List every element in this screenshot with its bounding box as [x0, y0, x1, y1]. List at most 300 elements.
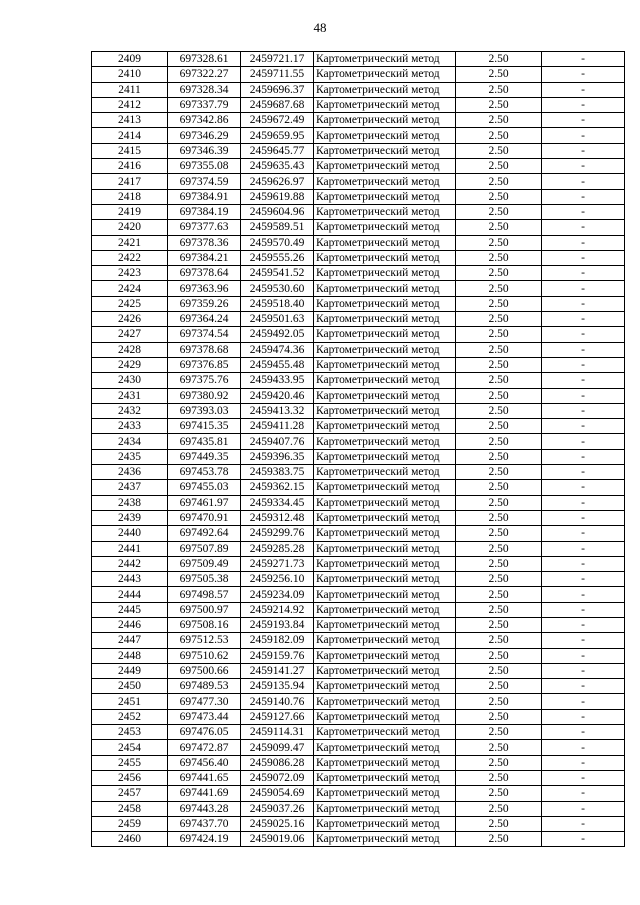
x-coordinate-cell: 697337.79 — [168, 97, 241, 112]
point-number-cell: 2455 — [92, 755, 168, 770]
y-coordinate-cell: 2459518.40 — [241, 296, 314, 311]
method-cell: Картометрический метод — [314, 312, 456, 327]
table-row — [92, 449, 625, 464]
method-cell: Картометрический метод — [314, 296, 456, 311]
point-number-cell: 2453 — [92, 725, 168, 740]
point-number-cell: 2410 — [92, 67, 168, 82]
accuracy-cell: 2.50 — [456, 388, 542, 403]
table-row — [92, 541, 625, 556]
x-coordinate-cell: 697415.35 — [168, 419, 241, 434]
method-cell: Картометрический метод — [314, 725, 456, 740]
method-cell: Картометрический метод — [314, 419, 456, 434]
method-cell: Картометрический метод — [314, 449, 456, 464]
accuracy-cell: 2.50 — [456, 679, 542, 694]
description-cell: - — [542, 709, 625, 724]
description-cell: - — [542, 832, 625, 847]
accuracy-cell: 2.50 — [456, 113, 542, 128]
table-row — [92, 633, 625, 648]
point-number-cell: 2449 — [92, 663, 168, 678]
y-coordinate-cell: 2459433.95 — [241, 373, 314, 388]
x-coordinate-cell: 697500.97 — [168, 602, 241, 617]
point-number-cell: 2439 — [92, 510, 168, 525]
accuracy-cell: 2.50 — [456, 204, 542, 219]
method-cell: Картометрический метод — [314, 159, 456, 174]
y-coordinate-cell: 2459555.26 — [241, 250, 314, 265]
x-coordinate-cell: 697322.27 — [168, 67, 241, 82]
x-coordinate-cell: 697435.81 — [168, 434, 241, 449]
method-cell: Картометрический метод — [314, 694, 456, 709]
y-coordinate-cell: 2459299.76 — [241, 526, 314, 541]
coordinates-table — [91, 51, 625, 847]
description-cell: - — [542, 449, 625, 464]
accuracy-cell: 2.50 — [456, 801, 542, 816]
description-cell: - — [542, 388, 625, 403]
accuracy-cell: 2.50 — [456, 663, 542, 678]
x-coordinate-cell: 697375.76 — [168, 373, 241, 388]
table-row — [92, 832, 625, 847]
accuracy-cell: 2.50 — [456, 52, 542, 67]
point-number-cell: 2422 — [92, 250, 168, 265]
y-coordinate-cell: 2459334.45 — [241, 495, 314, 510]
table-row — [92, 189, 625, 204]
accuracy-cell: 2.50 — [456, 770, 542, 785]
y-coordinate-cell: 2459141.27 — [241, 663, 314, 678]
description-cell: - — [542, 266, 625, 281]
method-cell: Картометрический метод — [314, 663, 456, 678]
method-cell: Картометрический метод — [314, 770, 456, 785]
method-cell: Картометрический метод — [314, 281, 456, 296]
description-cell: - — [542, 342, 625, 357]
y-coordinate-cell: 2459019.06 — [241, 832, 314, 847]
description-cell: - — [542, 235, 625, 250]
description-cell: - — [542, 434, 625, 449]
accuracy-cell: 2.50 — [456, 495, 542, 510]
description-cell: - — [542, 143, 625, 158]
table-row — [92, 388, 625, 403]
point-number-cell: 2432 — [92, 403, 168, 418]
method-cell: Картометрический метод — [314, 816, 456, 831]
table-row — [92, 480, 625, 495]
method-cell: Картометрический метод — [314, 52, 456, 67]
method-cell: Картометрический метод — [314, 434, 456, 449]
accuracy-cell: 2.50 — [456, 510, 542, 525]
description-cell: - — [542, 480, 625, 495]
description-cell: - — [542, 541, 625, 556]
x-coordinate-cell: 697378.36 — [168, 235, 241, 250]
method-cell: Картометрический метод — [314, 633, 456, 648]
x-coordinate-cell: 697453.78 — [168, 465, 241, 480]
accuracy-cell: 2.50 — [456, 220, 542, 235]
x-coordinate-cell: 697364.24 — [168, 312, 241, 327]
x-coordinate-cell: 697470.91 — [168, 510, 241, 525]
y-coordinate-cell: 2459114.31 — [241, 725, 314, 740]
method-cell: Картометрический метод — [314, 388, 456, 403]
x-coordinate-cell: 697441.65 — [168, 770, 241, 785]
y-coordinate-cell: 2459474.36 — [241, 342, 314, 357]
y-coordinate-cell: 2459214.92 — [241, 602, 314, 617]
x-coordinate-cell: 697380.92 — [168, 388, 241, 403]
description-cell: - — [542, 663, 625, 678]
accuracy-cell: 2.50 — [456, 250, 542, 265]
x-coordinate-cell: 697346.29 — [168, 128, 241, 143]
table-row — [92, 281, 625, 296]
method-cell: Картометрический метод — [314, 679, 456, 694]
accuracy-cell: 2.50 — [456, 235, 542, 250]
point-number-cell: 2424 — [92, 281, 168, 296]
point-number-cell: 2436 — [92, 465, 168, 480]
table-row — [92, 235, 625, 250]
description-cell: - — [542, 801, 625, 816]
x-coordinate-cell: 697346.39 — [168, 143, 241, 158]
x-coordinate-cell: 697509.49 — [168, 556, 241, 571]
accuracy-cell: 2.50 — [456, 419, 542, 434]
table-row — [92, 143, 625, 158]
table-row — [92, 556, 625, 571]
accuracy-cell: 2.50 — [456, 327, 542, 342]
table-row — [92, 786, 625, 801]
accuracy-cell: 2.50 — [456, 572, 542, 587]
accuracy-cell: 2.50 — [456, 633, 542, 648]
y-coordinate-cell: 2459492.05 — [241, 327, 314, 342]
point-number-cell: 2419 — [92, 204, 168, 219]
table-row — [92, 679, 625, 694]
point-number-cell: 2458 — [92, 801, 168, 816]
method-cell: Картометрический метод — [314, 495, 456, 510]
method-cell: Картометрический метод — [314, 786, 456, 801]
description-cell: - — [542, 97, 625, 112]
method-cell: Картометрический метод — [314, 648, 456, 663]
point-number-cell: 2450 — [92, 679, 168, 694]
y-coordinate-cell: 2459072.09 — [241, 770, 314, 785]
x-coordinate-cell: 697384.21 — [168, 250, 241, 265]
description-cell: - — [542, 526, 625, 541]
accuracy-cell: 2.50 — [456, 357, 542, 372]
y-coordinate-cell: 2459054.69 — [241, 786, 314, 801]
method-cell: Картометрический метод — [314, 235, 456, 250]
accuracy-cell: 2.50 — [456, 128, 542, 143]
accuracy-cell: 2.50 — [456, 174, 542, 189]
description-cell: - — [542, 679, 625, 694]
accuracy-cell: 2.50 — [456, 189, 542, 204]
description-cell: - — [542, 633, 625, 648]
y-coordinate-cell: 2459234.09 — [241, 587, 314, 602]
method-cell: Картометрический метод — [314, 189, 456, 204]
point-number-cell: 2413 — [92, 113, 168, 128]
table-row — [92, 128, 625, 143]
accuracy-cell: 2.50 — [456, 403, 542, 418]
table-row — [92, 694, 625, 709]
point-number-cell: 2428 — [92, 342, 168, 357]
method-cell: Картометрический метод — [314, 357, 456, 372]
method-cell: Картометрический метод — [314, 832, 456, 847]
table-row — [92, 250, 625, 265]
method-cell: Картометрический метод — [314, 709, 456, 724]
description-cell: - — [542, 220, 625, 235]
y-coordinate-cell: 2459127.66 — [241, 709, 314, 724]
table-row — [92, 526, 625, 541]
x-coordinate-cell: 697489.53 — [168, 679, 241, 694]
description-cell: - — [542, 786, 625, 801]
point-number-cell: 2414 — [92, 128, 168, 143]
table-row — [92, 602, 625, 617]
x-coordinate-cell: 697355.08 — [168, 159, 241, 174]
point-number-cell: 2411 — [92, 82, 168, 97]
x-coordinate-cell: 697507.89 — [168, 541, 241, 556]
table-row — [92, 67, 625, 82]
method-cell: Картометрический метод — [314, 465, 456, 480]
x-coordinate-cell: 697512.53 — [168, 633, 241, 648]
point-number-cell: 2440 — [92, 526, 168, 541]
description-cell: - — [542, 113, 625, 128]
table-row — [92, 113, 625, 128]
x-coordinate-cell: 697510.62 — [168, 648, 241, 663]
description-cell: - — [542, 403, 625, 418]
method-cell: Картометрический метод — [314, 174, 456, 189]
method-cell: Картометрический метод — [314, 204, 456, 219]
description-cell: - — [542, 52, 625, 67]
accuracy-cell: 2.50 — [456, 755, 542, 770]
description-cell: - — [542, 572, 625, 587]
x-coordinate-cell: 697456.40 — [168, 755, 241, 770]
point-number-cell: 2415 — [92, 143, 168, 158]
table-row — [92, 725, 625, 740]
table-row — [92, 816, 625, 831]
point-number-cell: 2423 — [92, 266, 168, 281]
description-cell: - — [542, 602, 625, 617]
accuracy-cell: 2.50 — [456, 526, 542, 541]
y-coordinate-cell: 2459604.96 — [241, 204, 314, 219]
y-coordinate-cell: 2459721.17 — [241, 52, 314, 67]
method-cell: Картометрический метод — [314, 572, 456, 587]
description-cell: - — [542, 648, 625, 663]
table-row — [92, 82, 625, 97]
accuracy-cell: 2.50 — [456, 709, 542, 724]
table-row — [92, 801, 625, 816]
y-coordinate-cell: 2459570.49 — [241, 235, 314, 250]
y-coordinate-cell: 2459455.48 — [241, 357, 314, 372]
table-row — [92, 220, 625, 235]
accuracy-cell: 2.50 — [456, 587, 542, 602]
y-coordinate-cell: 2459182.09 — [241, 633, 314, 648]
table-row — [92, 357, 625, 372]
x-coordinate-cell: 697377.63 — [168, 220, 241, 235]
point-number-cell: 2409 — [92, 52, 168, 67]
description-cell: - — [542, 465, 625, 480]
accuracy-cell: 2.50 — [456, 694, 542, 709]
x-coordinate-cell: 697437.70 — [168, 816, 241, 831]
x-coordinate-cell: 697441.69 — [168, 786, 241, 801]
y-coordinate-cell: 2459285.28 — [241, 541, 314, 556]
accuracy-cell: 2.50 — [456, 465, 542, 480]
x-coordinate-cell: 697393.03 — [168, 403, 241, 418]
y-coordinate-cell: 2459411.28 — [241, 419, 314, 434]
table-row — [92, 495, 625, 510]
method-cell: Картометрический метод — [314, 373, 456, 388]
accuracy-cell: 2.50 — [456, 449, 542, 464]
table-row — [92, 296, 625, 311]
point-number-cell: 2418 — [92, 189, 168, 204]
method-cell: Картометрический метод — [314, 113, 456, 128]
method-cell: Картометрический метод — [314, 556, 456, 571]
x-coordinate-cell: 697378.64 — [168, 266, 241, 281]
description-cell: - — [542, 357, 625, 372]
point-number-cell: 2448 — [92, 648, 168, 663]
point-number-cell: 2435 — [92, 449, 168, 464]
y-coordinate-cell: 2459420.46 — [241, 388, 314, 403]
accuracy-cell: 2.50 — [456, 342, 542, 357]
point-number-cell: 2430 — [92, 373, 168, 388]
table-row — [92, 159, 625, 174]
accuracy-cell: 2.50 — [456, 266, 542, 281]
x-coordinate-cell: 697328.34 — [168, 82, 241, 97]
point-number-cell: 2420 — [92, 220, 168, 235]
y-coordinate-cell: 2459159.76 — [241, 648, 314, 663]
y-coordinate-cell: 2459635.43 — [241, 159, 314, 174]
accuracy-cell: 2.50 — [456, 281, 542, 296]
y-coordinate-cell: 2459413.32 — [241, 403, 314, 418]
table-row — [92, 648, 625, 663]
description-cell: - — [542, 327, 625, 342]
table-row — [92, 755, 625, 770]
method-cell: Картометрический метод — [314, 602, 456, 617]
table-row — [92, 617, 625, 632]
y-coordinate-cell: 2459619.88 — [241, 189, 314, 204]
x-coordinate-cell: 697498.57 — [168, 587, 241, 602]
point-number-cell: 2416 — [92, 159, 168, 174]
x-coordinate-cell: 697374.59 — [168, 174, 241, 189]
table-row — [92, 52, 625, 67]
point-number-cell: 2433 — [92, 419, 168, 434]
description-cell: - — [542, 204, 625, 219]
accuracy-cell: 2.50 — [456, 648, 542, 663]
accuracy-cell: 2.50 — [456, 556, 542, 571]
point-number-cell: 2434 — [92, 434, 168, 449]
description-cell: - — [542, 82, 625, 97]
x-coordinate-cell: 697359.26 — [168, 296, 241, 311]
description-cell: - — [542, 67, 625, 82]
x-coordinate-cell: 697461.97 — [168, 495, 241, 510]
y-coordinate-cell: 2459659.95 — [241, 128, 314, 143]
x-coordinate-cell: 697492.64 — [168, 526, 241, 541]
method-cell: Картометрический метод — [314, 82, 456, 97]
x-coordinate-cell: 697455.03 — [168, 480, 241, 495]
description-cell: - — [542, 755, 625, 770]
description-cell: - — [542, 250, 625, 265]
y-coordinate-cell: 2459687.68 — [241, 97, 314, 112]
y-coordinate-cell: 2459383.75 — [241, 465, 314, 480]
point-number-cell: 2438 — [92, 495, 168, 510]
method-cell: Картометрический метод — [314, 480, 456, 495]
table-row — [92, 403, 625, 418]
accuracy-cell: 2.50 — [456, 740, 542, 755]
point-number-cell: 2459 — [92, 816, 168, 831]
description-cell: - — [542, 128, 625, 143]
table-row — [92, 204, 625, 219]
y-coordinate-cell: 2459711.55 — [241, 67, 314, 82]
point-number-cell: 2447 — [92, 633, 168, 648]
table-row — [92, 740, 625, 755]
method-cell: Картометрический метод — [314, 403, 456, 418]
y-coordinate-cell: 2459645.77 — [241, 143, 314, 158]
y-coordinate-cell: 2459501.63 — [241, 312, 314, 327]
y-coordinate-cell: 2459312.48 — [241, 510, 314, 525]
method-cell: Картометрический метод — [314, 342, 456, 357]
method-cell: Картометрический метод — [314, 220, 456, 235]
accuracy-cell: 2.50 — [456, 786, 542, 801]
y-coordinate-cell: 2459271.73 — [241, 556, 314, 571]
description-cell: - — [542, 510, 625, 525]
x-coordinate-cell: 697328.61 — [168, 52, 241, 67]
method-cell: Картометрический метод — [314, 67, 456, 82]
x-coordinate-cell: 697473.44 — [168, 709, 241, 724]
point-number-cell: 2421 — [92, 235, 168, 250]
x-coordinate-cell: 697505.38 — [168, 572, 241, 587]
x-coordinate-cell: 697384.91 — [168, 189, 241, 204]
y-coordinate-cell: 2459256.10 — [241, 572, 314, 587]
point-number-cell: 2457 — [92, 786, 168, 801]
description-cell: - — [542, 373, 625, 388]
point-number-cell: 2454 — [92, 740, 168, 755]
description-cell: - — [542, 419, 625, 434]
accuracy-cell: 2.50 — [456, 143, 542, 158]
x-coordinate-cell: 697384.19 — [168, 204, 241, 219]
table-row — [92, 572, 625, 587]
point-number-cell: 2452 — [92, 709, 168, 724]
accuracy-cell: 2.50 — [456, 480, 542, 495]
description-cell: - — [542, 617, 625, 632]
y-coordinate-cell: 2459362.15 — [241, 480, 314, 495]
y-coordinate-cell: 2459541.52 — [241, 266, 314, 281]
table-row — [92, 174, 625, 189]
x-coordinate-cell: 697477.30 — [168, 694, 241, 709]
table-row — [92, 510, 625, 525]
description-cell: - — [542, 174, 625, 189]
y-coordinate-cell: 2459193.84 — [241, 617, 314, 632]
coordinates-table-body — [92, 52, 625, 847]
method-cell: Картометрический метод — [314, 266, 456, 281]
point-number-cell: 2460 — [92, 832, 168, 847]
y-coordinate-cell: 2459407.76 — [241, 434, 314, 449]
x-coordinate-cell: 697374.54 — [168, 327, 241, 342]
accuracy-cell: 2.50 — [456, 617, 542, 632]
point-number-cell: 2456 — [92, 770, 168, 785]
y-coordinate-cell: 2459696.37 — [241, 82, 314, 97]
method-cell: Картометрический метод — [314, 740, 456, 755]
x-coordinate-cell: 697378.68 — [168, 342, 241, 357]
x-coordinate-cell: 697508.16 — [168, 617, 241, 632]
accuracy-cell: 2.50 — [456, 541, 542, 556]
accuracy-cell: 2.50 — [456, 67, 542, 82]
y-coordinate-cell: 2459626.97 — [241, 174, 314, 189]
y-coordinate-cell: 2459037.26 — [241, 801, 314, 816]
point-number-cell: 2451 — [92, 694, 168, 709]
description-cell: - — [542, 296, 625, 311]
method-cell: Картометрический метод — [314, 801, 456, 816]
point-number-cell: 2425 — [92, 296, 168, 311]
page-number: 48 — [313, 20, 327, 35]
x-coordinate-cell: 697443.28 — [168, 801, 241, 816]
method-cell: Картометрический метод — [314, 541, 456, 556]
description-cell: - — [542, 725, 625, 740]
x-coordinate-cell: 697500.66 — [168, 663, 241, 678]
x-coordinate-cell: 697476.05 — [168, 725, 241, 740]
point-number-cell: 2443 — [92, 572, 168, 587]
accuracy-cell: 2.50 — [456, 97, 542, 112]
description-cell: - — [542, 556, 625, 571]
accuracy-cell: 2.50 — [456, 373, 542, 388]
table-row — [92, 342, 625, 357]
description-cell: - — [542, 189, 625, 204]
